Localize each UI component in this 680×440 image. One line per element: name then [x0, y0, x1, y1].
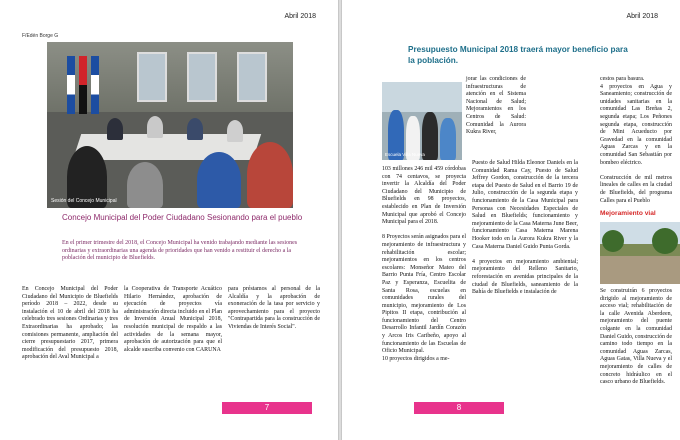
body-column-c-bottom: Se construirán 6 proyectos dirigido al mejoramiento de acceso vial; rehabilitación de la calle Avenida Aberdeen, mejoramiento del puente colgante en la comunidad Daniel Guido, construcción de camino todo tiempo en la comunidad Aguas Zarcas, Aguas Gatas, Villa Nueva y el mejoramiento de calles de concreto hidráulico en el casco urbano de Bluefields. — [600, 288, 672, 386]
body-column-b: Puesto de Salud Hilda Eleonor Daniels en la Comunidad Rama Cay, Puesto de Salud Jeffrey Gordon, construcción de la tercera etapa del Puesto de Salud en el Barrio 19 de Julio, construcción de la segunda etapa y funcionamiento de la Casa Municipal para Personas con Necesidades Especiales de Salud en Bluefields; funcionamiento y mejoramiento de la Casa Materna June Beer, funcionamiento Casa Materna Marena Hooker todo en la Aurora Kukra River y la Casa Materna Daniel Guido Punta Gorda. 4 proyectos en mejoramiento ambiental; mejoramiento del Relleno Sanitario, reforestación en avenidas principales de la ciudad de Bluefields, saneamiento de la Bahía de Bluefields e instalación de — [472, 160, 578, 296]
body-column-1: En Concejo Municipal del Poder Ciudadano del Municipio de Bluefields período 2018 – 2022, desde su instalación el 10 de abril del 2018 ha celebrado tres sesiones Ordinarias y tres Extraordinarias ha aprobado; las comisiones permanente, ampliación del cierre presupuestario 2017, primera modificación del presupuesto 2018, aprobación del Aval Municipal a — [22, 286, 118, 361]
school-children-photo — [382, 82, 462, 160]
section-subheading: Mejoramiento vial — [600, 210, 656, 217]
article-title: Presupuesto Municipal 2018 traerá mayor beneficio para la población. — [408, 45, 628, 65]
article-title: Concejo Municipal del Poder Ciudadano Sesionando para el pueblo — [62, 213, 303, 222]
photo-caption: Sesión del Concejo Municipal — [51, 198, 117, 204]
body-column-a-top: jorar las condiciones de infraestructuras de atención en el Sistema Nacional de Salud; Mejoramientos en los Centros de Salud: Comunidad la Aurora Kukra River, — [466, 76, 526, 136]
body-column-2: la Cooperativa de Transporte Acuático Hilario Hernández, aprobación de ejecución de proyectos vía administración directa incluido en el Plan de Inversión Anual Municipal 2018, resolución municipal de respaldo a las actividades de la semana mayor, aprobación de autorización para que el alcalde suscriba convenio con CARUNA — [124, 286, 222, 353]
right-page — [342, 0, 680, 440]
page-number-tab: 8 — [414, 402, 504, 414]
body-column-3: para préstamos al personal de la Alcaldía y la aprobación de exoneración de la tasa por servicio y aprovechamiento para el proyecto "Contrapartida para la construcción de Viviendas de Interés Social". — [228, 286, 320, 330]
photo-credit: F/Edén Borge G — [22, 33, 59, 39]
page-date: Abril 2018 — [284, 13, 316, 20]
left-page — [0, 0, 338, 440]
road-photo — [600, 222, 680, 284]
article-lead: En el primer trimestre del 2018, el Concejo Municipal ha venido trabajando mediante las sesiones ordinarias y extraordinarias una agenda de prioridades que han venido a restituir el derecho a la población del municipio de Bluefields. — [62, 240, 298, 262]
council-session-photo — [47, 42, 293, 208]
body-column-c: cestos para basura. 4 proyectos en Agua y Saneamiento; construcción de unidades sanitarias en la comunidad Las Breñas 2, segunda etapa; Los Peñones segunda etapa, construcción de Mini Acueducto por Gravedad en la comunidad Aguas Zarcas y en la comunidad San Sebastián por bombeo eléctrico. Construcción de mil metros lineales de calles en la ciudad de Bluefields, del programa Calles para el Pueblo — [600, 76, 672, 204]
photo-caption: Escuela Villa Nueva — [385, 152, 425, 157]
page-number-tab: 7 — [222, 402, 312, 414]
page-date: Abril 2018 — [626, 13, 658, 20]
body-column-a: 103 millones 246 mil 459 córdobas con 74 centavos, se proyecta invertir la Alcaldía del Poder Ciudadano del Municipio de Bluefields en 98 proyectos, establecido en Plan de Inversión Municipal que aprobó el Concejo Municipal para el 2018. 8 Proyectos serán asignados para el mejoramiento de infraestructura y rehabilitación escolar; mejoramientos en los centros escolares: Monseñor Mateo del Barrio Punta Fría, Centro Escolar Paz y Esperanza, Escuelita de Santa Rosa, escuelas en comunidades rurales del municipio, mejoramiento de Los Pipitos II etapa, contribución al funcionamiento del Centro Desarrollo Infantil Jardín Corazón y Arcos Iris Caribeño, apoyo al funcionamiento de las Escuelas de Oficio Municipal. 10 proyectos dirigidos a me- — [382, 166, 466, 362]
